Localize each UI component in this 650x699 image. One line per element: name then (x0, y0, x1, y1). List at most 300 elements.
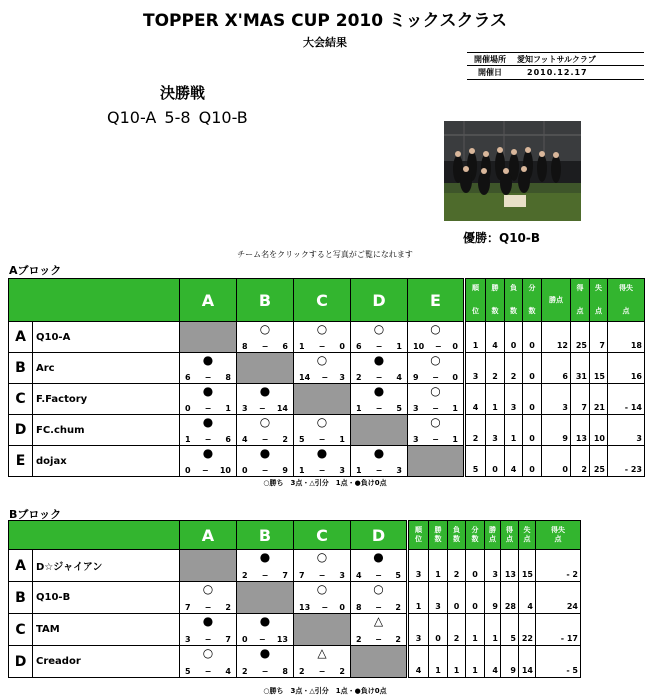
stat-cell: 0 (523, 322, 542, 353)
table-row (9, 446, 645, 477)
result-symbol: ○ (259, 415, 271, 429)
result-symbol: ○ (202, 582, 214, 596)
score-right: 1 (396, 342, 402, 351)
match-score (180, 635, 236, 644)
stat-cell: 25 (571, 322, 590, 353)
score-right: 6 (282, 342, 288, 351)
stat-cell: 24 (536, 582, 581, 614)
result-symbol: ○ (202, 646, 214, 660)
result-symbol: ○ (316, 550, 328, 564)
match-score (237, 571, 293, 580)
self-match-cell (408, 446, 465, 477)
stat-head: 得 点 (571, 279, 590, 322)
match-cell (180, 614, 237, 646)
score-left: 4 (242, 435, 248, 444)
team-name-link[interactable]: Arc (33, 353, 180, 384)
stat-cell: 22 (519, 614, 536, 646)
team-name-link[interactable]: Q10-B (33, 582, 180, 614)
score-dash: − (204, 435, 212, 444)
score-dash: − (375, 603, 382, 612)
table-row (9, 322, 645, 353)
result-symbol: ● (373, 353, 385, 367)
stat-cell: 2 (448, 550, 466, 582)
table-row (9, 646, 581, 678)
team-name-link[interactable]: Q10-A (33, 322, 180, 353)
page-subtitle: 大会結果 (303, 36, 347, 49)
score-right: 0 (339, 603, 345, 612)
match-cell (408, 353, 465, 384)
table-row (9, 384, 645, 415)
score-dash: − (261, 466, 269, 475)
row-letter: A (9, 322, 33, 353)
stat-cell: 3 (505, 384, 523, 415)
score-left: 3 (413, 404, 419, 413)
stat-head: 失 点 (590, 279, 608, 322)
match-cell (180, 582, 237, 614)
score-right: 2 (339, 667, 345, 676)
team-name-link[interactable]: FC.chum (33, 415, 180, 446)
self-match-cell (237, 353, 294, 384)
score-left: 5 (299, 435, 305, 444)
stat-cell: 1 (486, 384, 505, 415)
table-row (9, 415, 645, 446)
score-right: 1 (452, 435, 458, 444)
table-row (9, 582, 581, 614)
stat-cell: 18 (608, 322, 645, 353)
stat-cell: 14 (519, 646, 536, 678)
stat-cell: 31 (571, 353, 590, 384)
stat-cell: 1 (465, 322, 486, 353)
stat-cell: 0 (523, 446, 542, 477)
stat-cell: - 14 (608, 384, 645, 415)
score-left: 2 (356, 635, 362, 644)
result-symbol: ○ (316, 415, 328, 429)
match-score (180, 603, 236, 612)
stat-head: 得失 点 (608, 279, 645, 322)
match-score (408, 373, 463, 382)
match-cell (294, 550, 351, 582)
row-letter: D (9, 415, 33, 446)
score-left: 6 (356, 342, 362, 351)
score-dash: − (204, 603, 212, 612)
match-score (408, 435, 463, 444)
date-label: 開催日 (478, 68, 502, 77)
stat-cell: 10 (590, 415, 608, 446)
stat-cell: 0 (523, 415, 542, 446)
score-dash: − (318, 571, 326, 580)
score-dash: − (261, 571, 269, 580)
score-dash: − (258, 404, 266, 413)
stat-head: 勝 点 (485, 521, 501, 550)
stat-cell: 5 (501, 614, 519, 646)
result-symbol: △ (317, 646, 327, 660)
match-score (351, 571, 406, 580)
score-right: 8 (282, 667, 288, 676)
score-left: 2 (299, 667, 305, 676)
match-cell (408, 384, 465, 415)
table-row (9, 614, 581, 646)
score-right: 14 (276, 404, 288, 413)
match-score (408, 404, 463, 413)
stat-cell: 1 (466, 614, 485, 646)
score-right: 3 (396, 466, 402, 475)
score-left: 6 (185, 373, 191, 382)
stat-cell: 0 (448, 582, 466, 614)
stat-cell: 0 (466, 582, 485, 614)
match-score (237, 667, 293, 676)
col-head: D (351, 279, 408, 322)
stat-cell: 3 (408, 550, 429, 582)
score-right: 3 (339, 571, 345, 580)
stat-head: 負 数 (448, 521, 466, 550)
score-left: 10 (413, 342, 425, 351)
block-b-table (8, 520, 581, 678)
score-left: 8 (242, 342, 248, 351)
score-right: 5 (395, 571, 401, 580)
stat-head: 順 位 (408, 521, 429, 550)
stat-cell: 9 (485, 582, 501, 614)
match-score (294, 667, 350, 676)
stat-cell: 1 (448, 646, 466, 678)
score-left: 3 (185, 635, 191, 644)
result-symbol: ● (259, 614, 271, 628)
col-head: C (294, 521, 351, 550)
score-right: 2 (395, 603, 401, 612)
stat-cell: 1 (429, 550, 448, 582)
stat-head: 勝点 (542, 279, 571, 322)
match-cell (351, 550, 408, 582)
stat-cell: 13 (501, 550, 519, 582)
score-right: 2 (282, 435, 288, 444)
team-name-link[interactable]: D☆ジャイアン (33, 550, 180, 582)
stat-cell: 7 (571, 384, 590, 415)
stat-cell: 3 (429, 582, 448, 614)
header-corner (9, 521, 180, 550)
col-head: B (237, 279, 294, 322)
match-cell (237, 446, 294, 477)
match-score (294, 466, 350, 475)
block-a-legend: ○勝ち 3点・△引分 1点・●負け0点 (263, 479, 387, 487)
stat-cell: 4 (505, 446, 523, 477)
score-left: 1 (299, 342, 305, 351)
match-cell (237, 550, 294, 582)
score-dash: − (261, 667, 269, 676)
match-score (294, 342, 350, 351)
score-right: 3 (339, 466, 345, 475)
score-left: 2 (242, 571, 248, 580)
row-letter: B (9, 353, 33, 384)
score-left: 13 (299, 603, 311, 612)
result-symbol: ● (259, 384, 271, 398)
event-info (467, 52, 644, 80)
match-score (237, 466, 293, 475)
match-cell (294, 646, 351, 678)
self-match-cell (180, 550, 237, 582)
stat-cell: 3 (485, 550, 501, 582)
score-left: 4 (356, 571, 362, 580)
match-cell (294, 353, 351, 384)
match-score (294, 435, 350, 444)
score-dash: − (321, 373, 329, 382)
score-right: 4 (396, 373, 402, 382)
stat-cell: 9 (542, 415, 571, 446)
stat-cell: - 5 (536, 646, 581, 678)
page-title: TOPPER X'MAS CUP 2010 ミックスクラス (142, 11, 507, 31)
stat-cell: 2 (571, 446, 590, 477)
row-letter: D (9, 646, 33, 678)
score-right: 10 (219, 466, 231, 475)
stat-cell: 1 (408, 582, 429, 614)
self-match-cell (351, 646, 408, 678)
score-left: 7 (185, 603, 191, 612)
stat-cell: 2 (448, 614, 466, 646)
score-left: 3 (413, 435, 419, 444)
score-left: 0 (185, 466, 191, 475)
self-match-cell (351, 415, 408, 446)
score-right: 13 (276, 635, 288, 644)
block-a-header-row (9, 279, 645, 322)
match-cell (351, 353, 408, 384)
score-dash: − (375, 373, 383, 382)
stat-cell: 7 (590, 322, 608, 353)
score-dash: − (318, 435, 326, 444)
match-score (180, 373, 236, 382)
match-cell (351, 446, 408, 477)
stat-head: 分 数 (523, 279, 542, 322)
match-cell (408, 322, 465, 353)
result-symbol: ○ (373, 322, 385, 336)
match-score (180, 466, 236, 475)
result-symbol: ● (259, 550, 271, 564)
result-symbol: ● (202, 353, 214, 367)
match-cell (351, 322, 408, 353)
result-symbol: ● (259, 446, 271, 460)
score-dash: − (375, 635, 382, 644)
score-right: 0 (339, 342, 345, 351)
score-dash: − (261, 435, 269, 444)
match-cell (351, 384, 408, 415)
match-cell (294, 322, 351, 353)
match-cell (180, 353, 237, 384)
match-score (294, 373, 350, 382)
block-a-table (8, 278, 645, 477)
match-cell (237, 322, 294, 353)
self-match-cell (237, 582, 294, 614)
score-left: 7 (299, 571, 305, 580)
result-symbol: ● (316, 446, 328, 460)
score-right: 5 (396, 404, 402, 413)
score-left: 2 (242, 667, 248, 676)
header-corner (9, 279, 180, 322)
team-name-link[interactable]: Creador (33, 646, 180, 678)
stat-cell: 4 (485, 646, 501, 678)
result-symbol: ○ (430, 384, 441, 398)
score-left: 0 (242, 466, 248, 475)
result-symbol: ● (373, 446, 385, 460)
stat-cell: 1 (466, 646, 485, 678)
match-score (180, 435, 236, 444)
stat-cell: 15 (519, 550, 536, 582)
team-name-link[interactable]: F.Factory (33, 384, 180, 415)
score-dash: − (375, 466, 383, 475)
result-symbol: ● (373, 550, 384, 564)
score-right: 1 (225, 404, 231, 413)
result-symbol: ○ (316, 582, 328, 596)
score-dash: − (261, 342, 269, 351)
result-symbol: ● (202, 384, 214, 398)
score-right: 0 (452, 373, 458, 382)
score-left: 1 (356, 404, 362, 413)
row-letter: C (9, 614, 33, 646)
col-head: C (294, 279, 351, 322)
score-right: 3 (339, 373, 345, 382)
match-score (351, 603, 406, 612)
result-symbol: ○ (259, 322, 271, 336)
stat-head: 負 数 (505, 279, 523, 322)
date-value: 2010.12.17 (527, 68, 588, 77)
score-left: 1 (185, 435, 191, 444)
score-dash: − (318, 667, 326, 676)
table-row (9, 353, 645, 384)
score-right: 0 (452, 342, 458, 351)
result-symbol: ● (202, 614, 214, 628)
match-score (237, 435, 293, 444)
match-cell (294, 582, 351, 614)
venue-value: 愛知フットサルクラブ (517, 54, 596, 64)
photo-note: チーム名をクリックすると写真がご覧になれます (237, 250, 413, 259)
score-dash: − (318, 342, 326, 351)
score-dash: − (432, 435, 439, 444)
stat-cell: 9 (501, 646, 519, 678)
block-b-header-row (9, 521, 581, 550)
score-left: 2 (356, 373, 362, 382)
result-symbol: ○ (316, 353, 328, 367)
match-score (237, 342, 293, 351)
stat-cell: 4 (519, 582, 536, 614)
match-score (237, 635, 293, 644)
stat-cell: 0 (505, 322, 523, 353)
match-score (180, 667, 236, 676)
stat-cell: 3 (486, 415, 505, 446)
stat-cell: 12 (542, 322, 571, 353)
team-name-link[interactable]: TAM (33, 614, 180, 646)
result-symbol: ● (373, 384, 385, 398)
stat-cell: 0 (523, 353, 542, 384)
score-left: 0 (185, 404, 191, 413)
stat-cell: 21 (590, 384, 608, 415)
stat-cell: 2 (486, 353, 505, 384)
score-left: 14 (299, 373, 311, 382)
score-right: 6 (225, 435, 231, 444)
result-symbol: ○ (430, 353, 441, 367)
match-cell (294, 446, 351, 477)
stat-cell: 5 (465, 446, 486, 477)
match-cell (237, 646, 294, 678)
result-symbol: ● (202, 446, 214, 460)
score-right: 4 (225, 667, 231, 676)
stat-cell: 6 (542, 353, 571, 384)
col-head: B (237, 521, 294, 550)
stat-cell: 15 (590, 353, 608, 384)
score-dash: − (318, 466, 326, 475)
stat-head: 分 数 (466, 521, 485, 550)
winner-photo[interactable] (444, 121, 581, 221)
match-cell (180, 446, 237, 477)
score-dash: − (434, 342, 442, 351)
stat-head: 失 点 (519, 521, 536, 550)
stat-cell: 16 (608, 353, 645, 384)
score-left: 5 (185, 667, 191, 676)
score-dash: − (375, 342, 383, 351)
match-cell (351, 614, 408, 646)
match-score (351, 635, 406, 644)
stat-cell: 0 (429, 614, 448, 646)
stat-head: 順 位 (465, 279, 486, 322)
stat-cell: 28 (501, 582, 519, 614)
score-left: 1 (356, 466, 362, 475)
stat-cell: 0 (542, 446, 571, 477)
score-left: 0 (242, 635, 248, 644)
score-dash: − (258, 635, 266, 644)
match-score (294, 603, 350, 612)
match-score (351, 404, 407, 413)
stat-cell: 0 (486, 446, 505, 477)
stat-cell: 13 (571, 415, 590, 446)
self-match-cell (180, 322, 237, 353)
stat-cell: 1 (429, 646, 448, 678)
stat-cell: 3 (465, 353, 486, 384)
result-symbol: ○ (430, 322, 441, 336)
score-dash: − (204, 404, 212, 413)
score-dash: − (204, 635, 212, 644)
stat-cell: 25 (590, 446, 608, 477)
stat-cell: 4 (408, 646, 429, 678)
match-cell (294, 415, 351, 446)
match-cell (180, 646, 237, 678)
stat-cell: 2 (465, 415, 486, 446)
stat-head: 得失 点 (536, 521, 581, 550)
block-a-title: Aブロック (9, 264, 62, 277)
final-heading: 決勝戦 (160, 84, 206, 102)
winner-label: 優勝：Q10-B (463, 231, 541, 245)
match-score (294, 571, 350, 580)
score-right: 2 (225, 603, 231, 612)
table-row (9, 550, 581, 582)
score-dash: − (375, 404, 383, 413)
team-name-link[interactable]: dojax (33, 446, 180, 477)
score-right: 9 (282, 466, 288, 475)
match-score (408, 342, 463, 351)
result-symbol: ○ (373, 582, 384, 596)
match-cell (351, 582, 408, 614)
stat-cell: 1 (505, 415, 523, 446)
score-right: 8 (225, 373, 231, 382)
result-symbol: ○ (316, 322, 328, 336)
stat-cell: 3 (608, 415, 645, 446)
score-dash: − (204, 373, 212, 382)
score-dash: − (432, 373, 439, 382)
stat-cell: - 2 (536, 550, 581, 582)
stat-cell: 0 (466, 550, 485, 582)
result-symbol: ○ (430, 415, 441, 429)
match-score (351, 466, 407, 475)
score-dash: − (321, 603, 329, 612)
score-right: 7 (225, 635, 231, 644)
row-letter: E (9, 446, 33, 477)
row-letter: B (9, 582, 33, 614)
match-cell (180, 384, 237, 415)
score-right: 2 (395, 635, 401, 644)
